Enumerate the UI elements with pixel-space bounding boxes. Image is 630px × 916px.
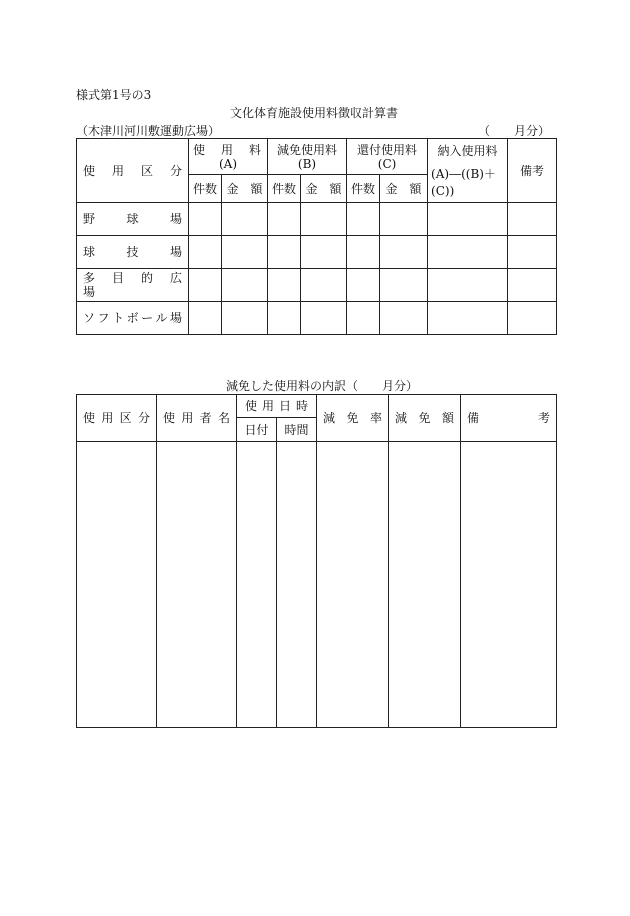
cell: [508, 236, 557, 269]
header-refund-fee: [347, 139, 428, 175]
cell: [222, 269, 268, 302]
table-row: [77, 442, 557, 728]
cell: [222, 203, 268, 236]
cell: [301, 236, 347, 269]
cell: [380, 203, 428, 236]
header-exemption-amount: 減免額: [389, 395, 461, 442]
sub-header-date: 日付: [237, 418, 277, 442]
document-title: 文化体育施設使用料徴収計算書: [230, 106, 399, 120]
header-user-name: 使用者名: [157, 395, 237, 442]
cell: [268, 236, 301, 269]
table-row: [77, 236, 557, 269]
row-label: 多 目 的 広 場: [77, 269, 189, 302]
cell: [268, 203, 301, 236]
sub-header-count: 件数: [268, 175, 301, 203]
cell: [189, 302, 222, 335]
cell: [508, 203, 557, 236]
cell: [347, 236, 380, 269]
row-label: 野 球 場: [77, 203, 189, 236]
table-row: [77, 203, 557, 236]
cell: [157, 442, 237, 728]
fee-calculation-table: [76, 138, 557, 335]
exemption-breakdown-title: 減免した使用料の内訳（ 月分）: [226, 379, 419, 393]
sub-header-amount: 金 額: [222, 175, 268, 203]
cell: [301, 269, 347, 302]
header-usage-datetime: 使用日時: [237, 395, 317, 418]
row-label: ソフトボール場: [77, 302, 189, 335]
cell: [347, 302, 380, 335]
header-remarks: [461, 395, 557, 442]
sub-header-amount: 金 額: [380, 175, 428, 203]
sub-header-count: 件数: [347, 175, 380, 203]
sub-header-count: 件数: [189, 175, 222, 203]
cell: [380, 236, 428, 269]
header-exempt-fee-code: (B): [297, 156, 317, 171]
form-id: 様式第1号の3: [76, 88, 152, 102]
header-usage-category: 使用区分: [77, 395, 157, 442]
header-usage-fee: [189, 139, 268, 175]
cell: [428, 203, 508, 236]
cell: [301, 203, 347, 236]
header-remarks-1: 備: [467, 411, 480, 425]
cell: [389, 442, 461, 728]
cell: [237, 442, 277, 728]
cell: [461, 442, 557, 728]
facility-name: （木津川河川敷運動広場）: [76, 124, 221, 138]
sub-header-time: 時間: [277, 418, 317, 442]
header-exempt-fee-label: 減免使用料: [277, 142, 338, 157]
header-payment-fee: [428, 139, 508, 203]
sub-header-amount: 金 額: [301, 175, 347, 203]
cell: [428, 302, 508, 335]
exemption-breakdown-table: [76, 394, 557, 728]
cell: [428, 236, 508, 269]
header-payment-formula-2: (C)): [431, 184, 455, 198]
header-remarks: 備考: [508, 139, 557, 203]
cell: [380, 269, 428, 302]
cell: [268, 302, 301, 335]
header-usage-category: 使 用 区 分: [77, 139, 189, 203]
table-row: [77, 269, 557, 302]
table-row: [77, 302, 557, 335]
header-refund-fee-label: 還付使用料: [357, 142, 418, 157]
cell: [347, 269, 380, 302]
cell: [222, 302, 268, 335]
header-exempt-fee: [268, 139, 347, 175]
cell: [268, 269, 301, 302]
cell: [380, 302, 428, 335]
header-usage-fee-label: 使 用 料: [193, 142, 264, 157]
cell: [428, 269, 508, 302]
cell: [508, 269, 557, 302]
cell: [189, 236, 222, 269]
cell: [301, 302, 347, 335]
month-field: （ 月分）: [478, 124, 551, 138]
cell: [317, 442, 389, 728]
cell: [189, 203, 222, 236]
header-exemption-rate: 減免率: [317, 395, 389, 442]
cell: [277, 442, 317, 728]
cell: [222, 236, 268, 269]
header-remarks-2: 考: [538, 411, 551, 425]
header-payment-formula-1: (A)―((B)＋: [431, 167, 496, 181]
row-label: 球 技 場: [77, 236, 189, 269]
cell: [77, 442, 157, 728]
cell: [347, 203, 380, 236]
header-payment-fee-label: 納入使用料: [437, 144, 498, 158]
cell: [508, 302, 557, 335]
header-refund-fee-code: (C): [377, 156, 397, 171]
header-usage-fee-code: (A): [218, 156, 238, 171]
